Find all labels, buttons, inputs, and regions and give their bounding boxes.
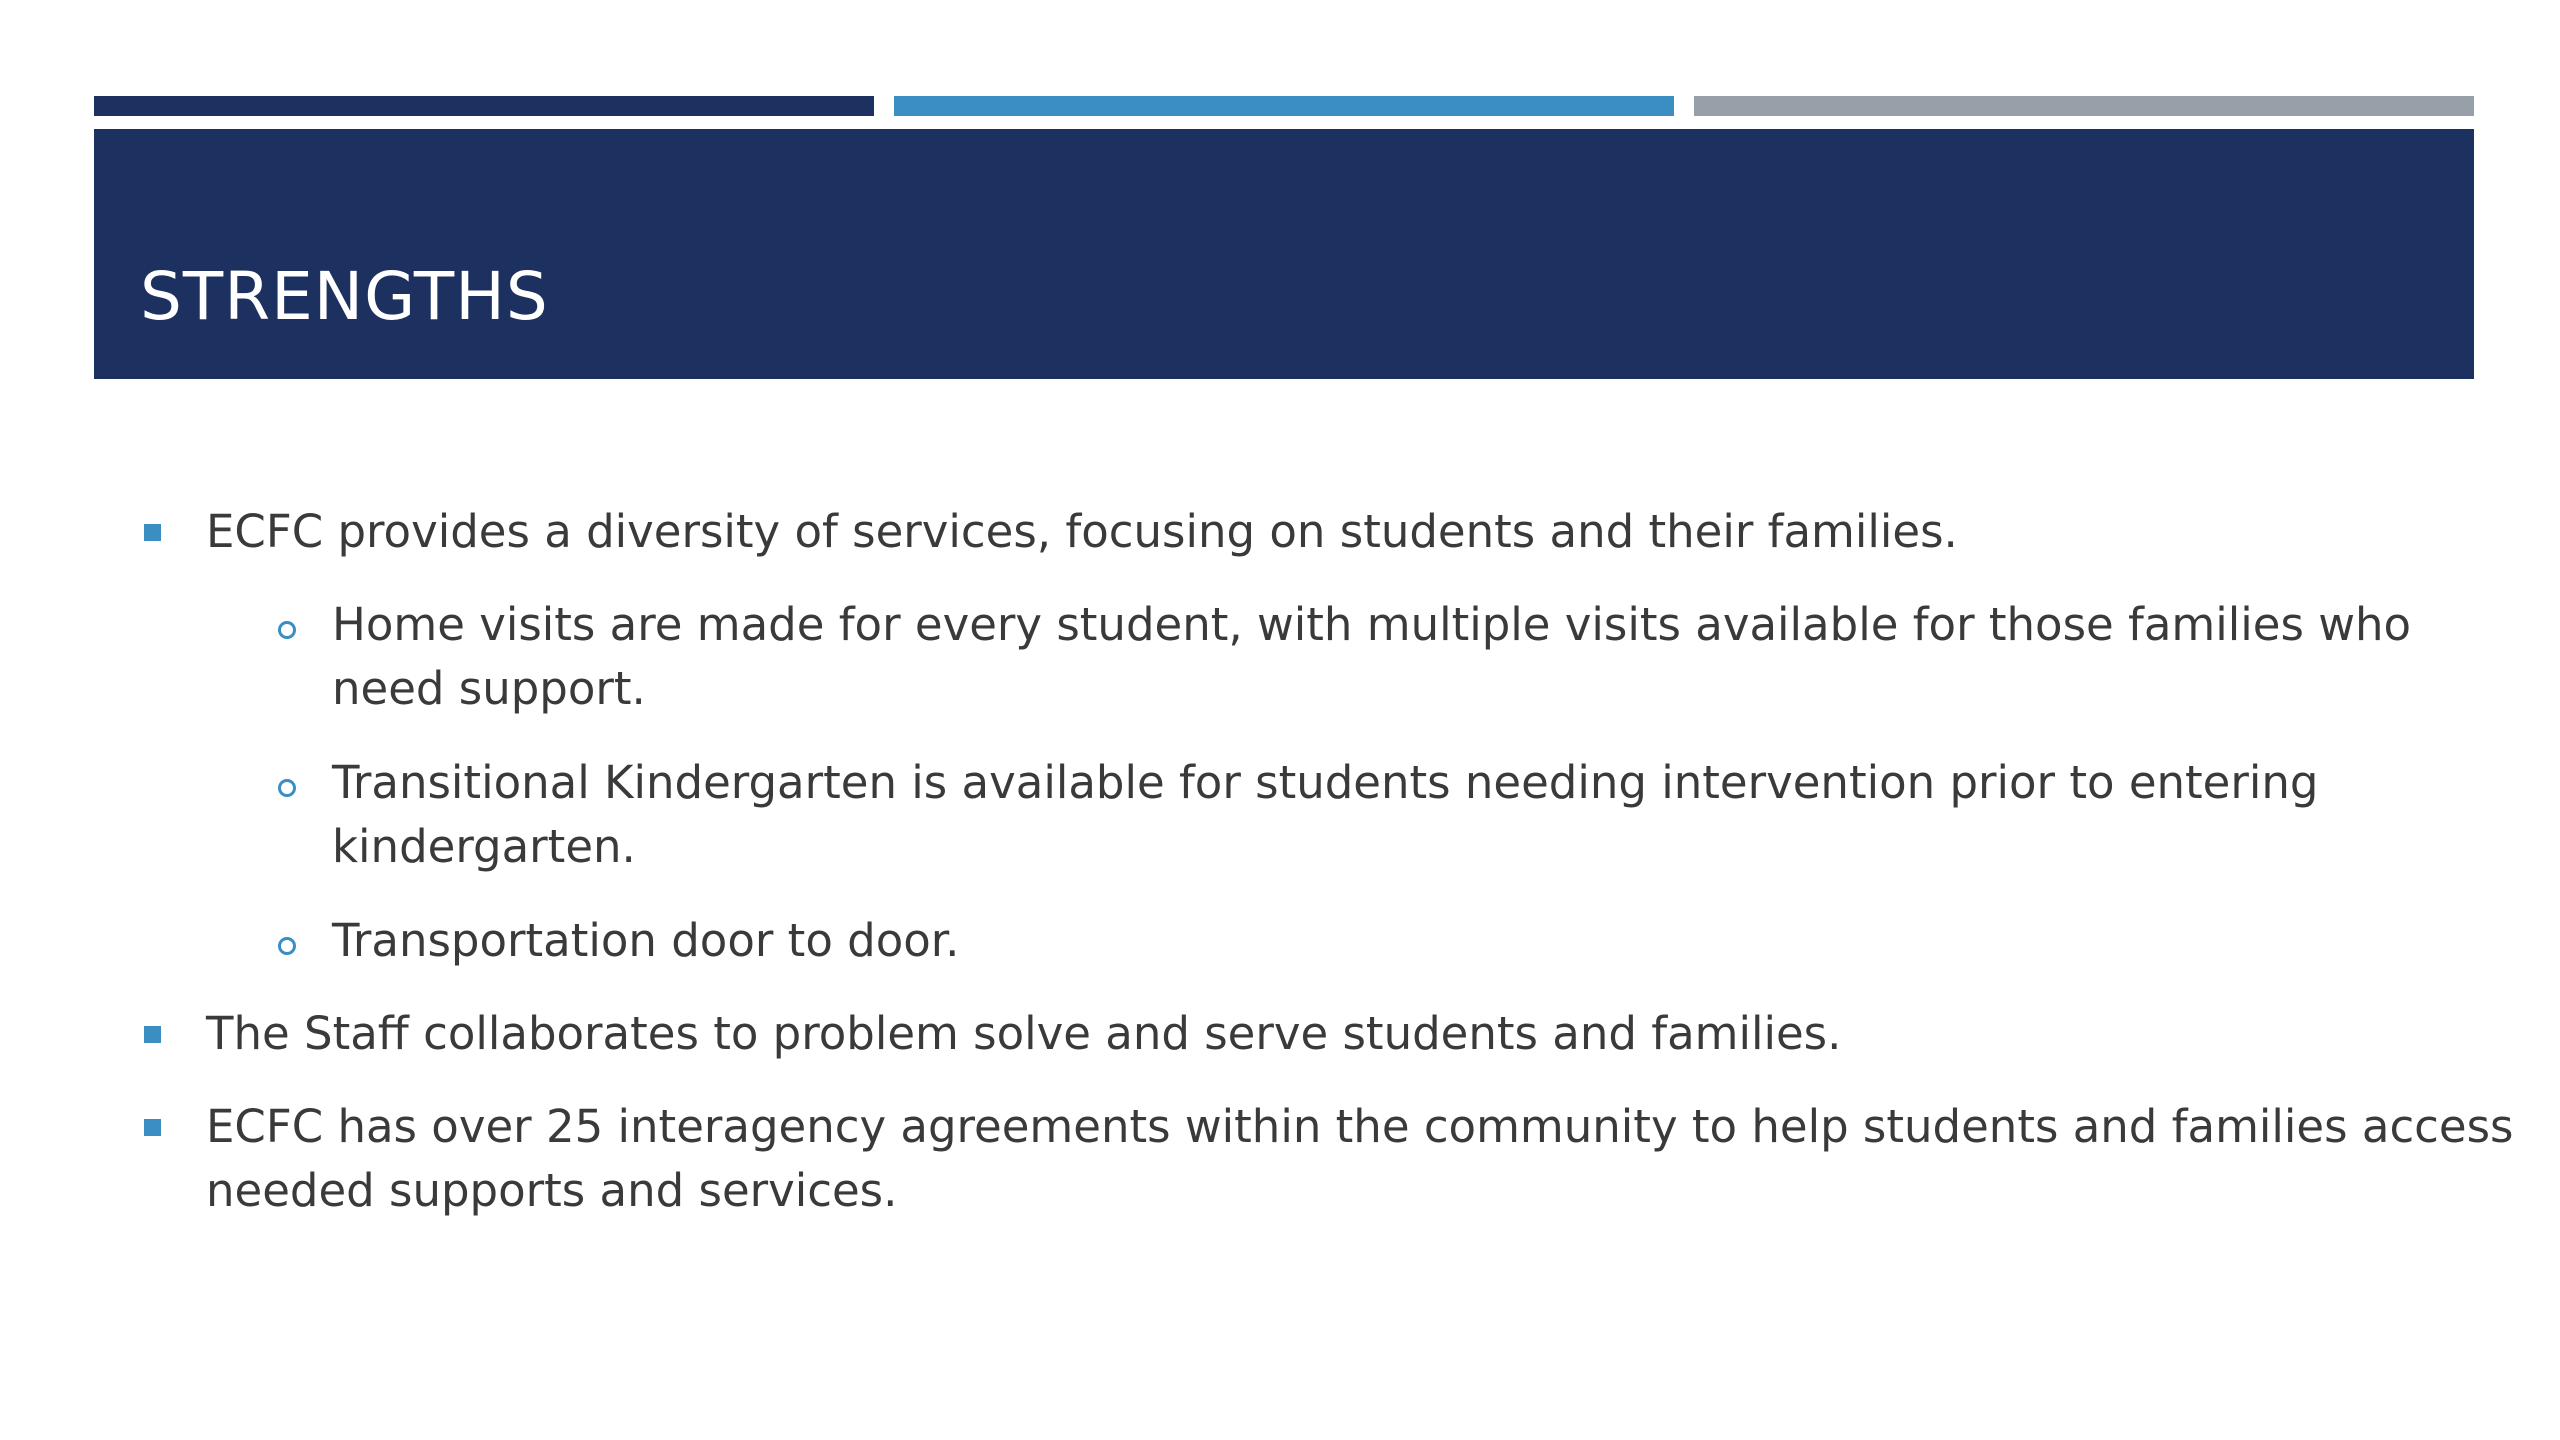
slide-title: STRENGTHS	[140, 258, 549, 335]
bullet-text: The Staff collaborates to problem solve and serve students and families.	[206, 1007, 1842, 1060]
circle-bullet-icon	[278, 621, 296, 639]
sub-bullet-text: Home visits are made for every student, with multiple visits available for those families who need support.	[332, 598, 2412, 715]
sub-bullet-text: Transitional Kindergarten is available for students needing intervention prior to entering kindergarten.	[332, 756, 2319, 873]
square-bullet-icon	[144, 1119, 161, 1136]
square-bullet-icon	[144, 524, 161, 541]
bullet-text: ECFC provides a diversity of services, focusing on students and their families.	[206, 505, 1958, 558]
circle-bullet-icon	[278, 937, 296, 955]
sub-bullet-text: Transportation door to door.	[332, 914, 960, 967]
bullet-text: ECFC has over 25 interagency agreements within the community to help students and families access needed supports and services.	[206, 1100, 2514, 1217]
square-bullet-icon	[144, 1026, 161, 1043]
circle-bullet-icon	[278, 779, 296, 797]
